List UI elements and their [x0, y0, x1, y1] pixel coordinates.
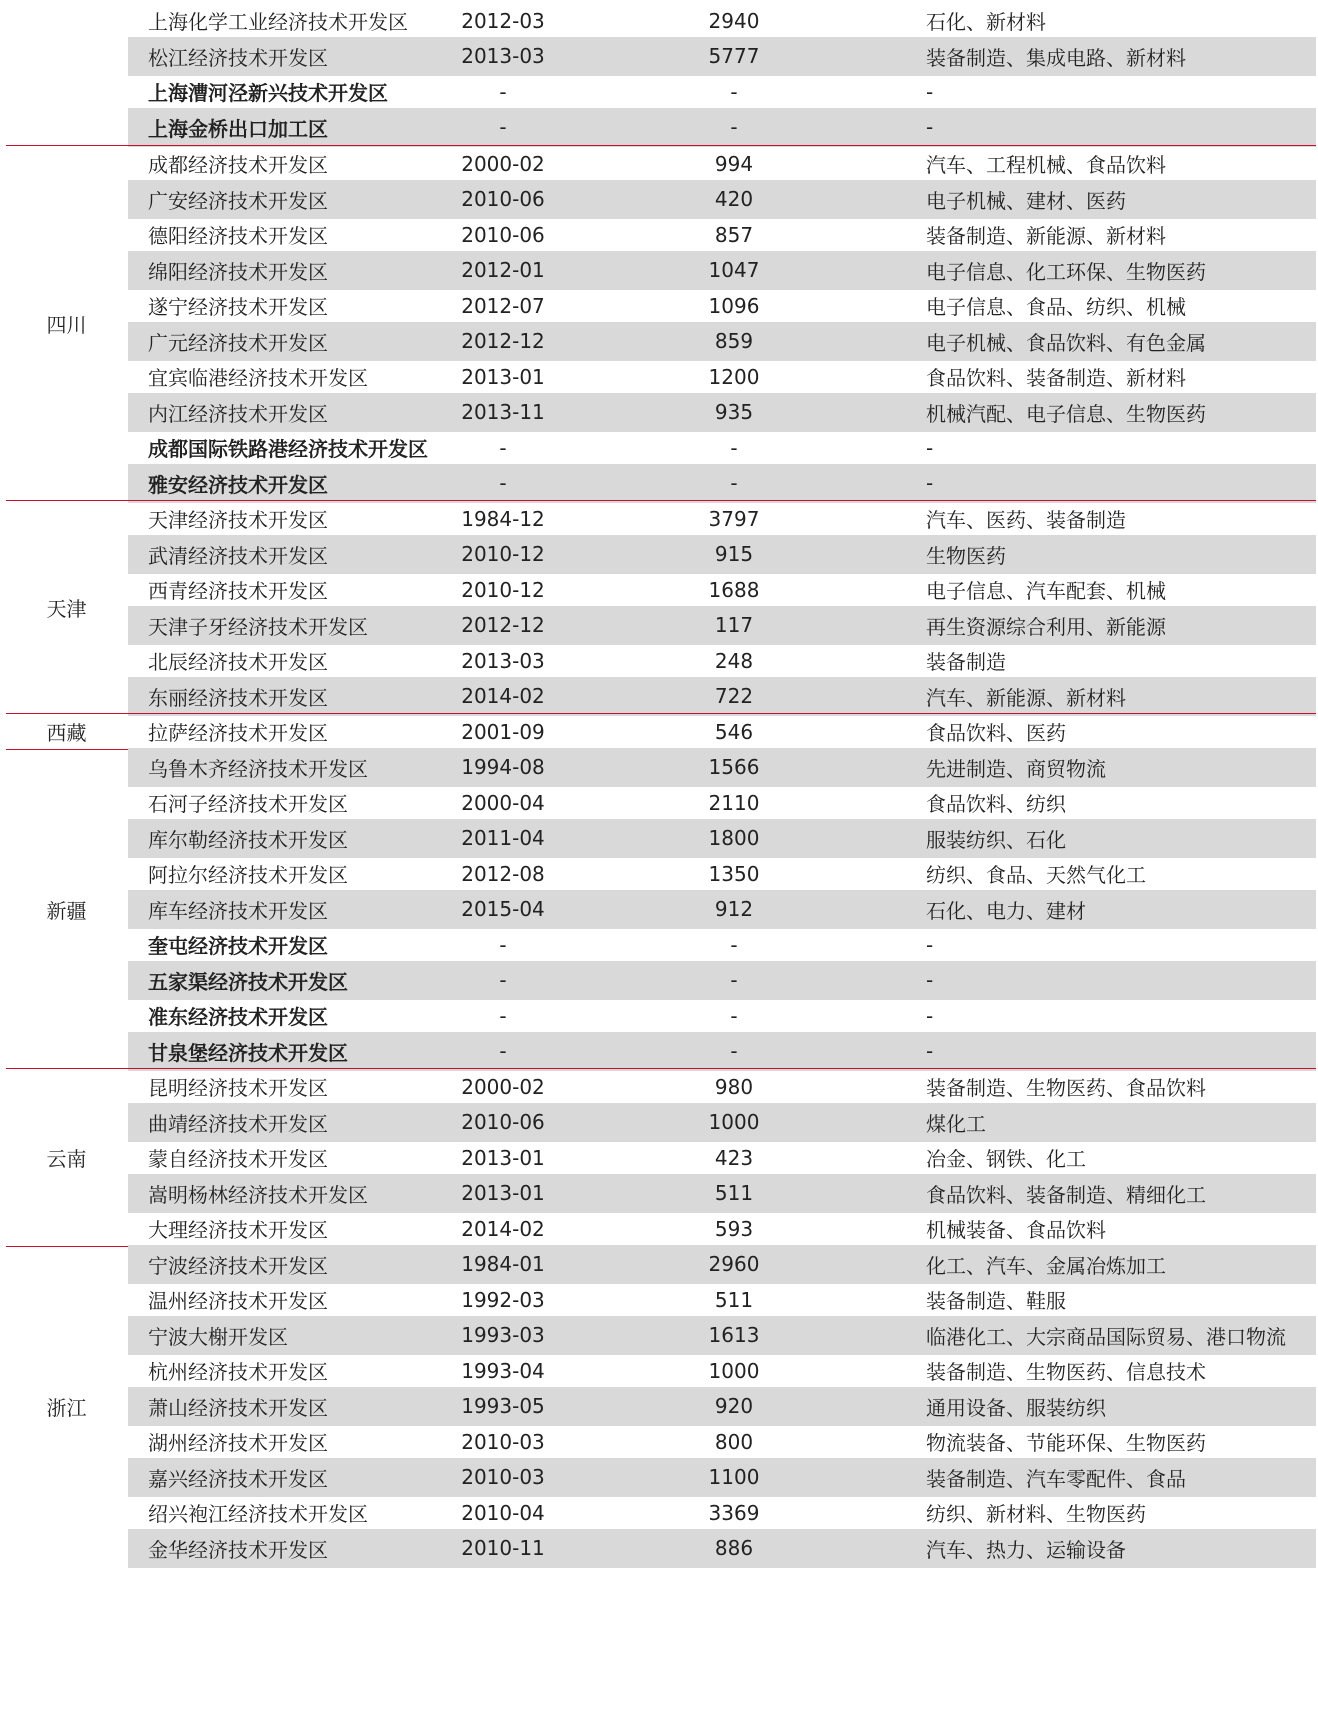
province-group [6, 713, 1316, 750]
zone-name-cell: 北辰经济技术开发区 [148, 650, 328, 674]
industry-cell: 装备制造、集成电路、新材料 [926, 45, 1186, 70]
table-row: 内江经济技术开发区 2013-11 935 机械汽配、电子信息、生物医药 [128, 393, 1316, 432]
industry-cell: 食品饮料、装备制造、精细化工 [926, 1182, 1206, 1207]
industry-cell: 食品饮料、装备制造、新材料 [926, 366, 1186, 390]
table-row: 库尔勒经济技术开发区 2011-04 1800 服装纺织、石化 [128, 819, 1316, 858]
table-row: 成都经济技术开发区 2000-02 994 汽车、工程机械、食品饮料 [128, 144, 1316, 183]
table-row: 五家渠经济技术开发区 - - - [128, 961, 1316, 1000]
industry-cell: 电子机械、建材、医药 [926, 188, 1126, 213]
zone-name-cell: 西青经济技术开发区 [148, 579, 328, 603]
industry-cell: 冶金、钢铁、化工 [926, 1147, 1086, 1171]
industry-cell: 汽车、新能源、新材料 [926, 685, 1126, 710]
zone-name-cell: 五家渠经济技术开发区 [148, 969, 348, 994]
province-group [6, 145, 1316, 501]
zone-name-cell: 库尔勒经济技术开发区 [148, 827, 348, 852]
table-row: 成都国际铁路港经济技术开发区 - - - [128, 428, 1316, 467]
table-row: 上海漕河泾新兴技术开发区 - - - [128, 72, 1316, 111]
industry-cell: - [926, 435, 934, 460]
industry-cell: - [926, 1003, 934, 1028]
zone-name-cell: 广元经济技术开发区 [148, 330, 328, 355]
table-row: 乌鲁木齐经济技术开发区 1994-08 1566 先进制造、商贸物流 [128, 748, 1316, 787]
industry-cell: - [926, 471, 934, 495]
table-row: 北辰经济技术开发区 2013-03 248 装备制造 [128, 641, 1316, 680]
province-group [6, 3, 1316, 145]
table-row: 遂宁经济技术开发区 2012-07 1096 电子信息、食品、纺织、机械 [128, 286, 1316, 325]
industry-cell: 装备制造、生物医药、食品饮料 [926, 1076, 1206, 1100]
zone-name-cell: 内江经济技术开发区 [148, 401, 328, 426]
industry-cell: 装备制造、鞋服 [926, 1289, 1066, 1313]
zone-name-cell: 拉萨经济技术开发区 [148, 721, 328, 745]
industry-cell: 电子信息、食品、纺织、机械 [926, 295, 1186, 319]
province-name: 天津 [46, 597, 87, 621]
table-row: 蒙自经济技术开发区 2013-01 423 冶金、钢铁、化工 [128, 1138, 1316, 1177]
table-row: 天津经济技术开发区 1984-12 3797 汽车、医药、装备制造 [128, 499, 1316, 538]
table-row: 广安经济技术开发区 2010-06 420 电子机械、建材、医药 [128, 180, 1316, 219]
industry-cell: 纺织、新材料、生物医药 [926, 1502, 1146, 1526]
table-row: 准东经济技术开发区 - - - [128, 996, 1316, 1035]
table-row: 雅安经济技术开发区 - - - [128, 464, 1316, 503]
province-group [6, 1246, 1316, 1567]
zone-name-cell: 湖州经济技术开发区 [148, 1431, 328, 1455]
zone-name-cell: 天津经济技术开发区 [148, 508, 328, 532]
zone-name-cell: 蒙自经济技术开发区 [148, 1147, 328, 1171]
table-row: 西青经济技术开发区 2010-12 1688 电子信息、汽车配套、机械 [128, 570, 1316, 609]
table-row: 绍兴袍江经济技术开发区 2010-04 3369 纺织、新材料、生物医药 [128, 1493, 1316, 1532]
zone-name-cell: 成都经济技术开发区 [148, 153, 328, 177]
industry-cell: 装备制造、汽车零配件、食品 [926, 1466, 1186, 1491]
industry-cell: 生物医药 [926, 543, 1006, 568]
industry-cell: 食品饮料、医药 [926, 721, 1066, 745]
industry-cell: 再生资源综合利用、新能源 [926, 614, 1166, 639]
table-row: 昆明经济技术开发区 2000-02 980 装备制造、生物医药、食品饮料 [128, 1067, 1316, 1106]
industry-cell: 机械装备、食品饮料 [926, 1218, 1106, 1242]
industry-cell: 临港化工、大宗商品国际贸易、港口物流 [926, 1324, 1286, 1349]
zone-name-cell: 松江经济技术开发区 [148, 45, 328, 70]
table-row: 广元经济技术开发区 2012-12 859 电子机械、食品饮料、有色金属 [128, 322, 1316, 361]
table-row: 德阳经济技术开发区 2010-06 857 装备制造、新能源、新材料 [128, 215, 1316, 254]
table-row: 宜宾临港经济技术开发区 2013-01 1200 食品饮料、装备制造、新材料 [128, 357, 1316, 396]
industry-cell: 电子信息、化工环保、生物医药 [926, 259, 1206, 284]
industry-cell: 通用设备、服装纺织 [926, 1395, 1106, 1420]
zone-name-cell: 萧山经济技术开发区 [148, 1395, 328, 1420]
zone-name-cell: 嘉兴经济技术开发区 [148, 1466, 328, 1491]
zone-name-cell: 杭州经济技术开发区 [148, 1360, 328, 1384]
table-row: 曲靖经济技术开发区 2010-06 1000 煤化工 [128, 1103, 1316, 1142]
industry-cell: 电子信息、汽车配套、机械 [926, 579, 1166, 603]
table-row: 萧山经济技术开发区 1993-05 920 通用设备、服装纺织 [128, 1387, 1316, 1426]
industry-cell: 石化、电力、建材 [926, 898, 1086, 923]
table-row: 阿拉尔经济技术开发区 2012-08 1350 纺织、食品、天然气化工 [128, 854, 1316, 893]
zone-name-cell: 阿拉尔经济技术开发区 [148, 863, 348, 887]
zone-name-cell: 广安经济技术开发区 [148, 188, 328, 213]
industry-cell: - [926, 115, 934, 139]
zone-name-cell: 温州经济技术开发区 [148, 1289, 328, 1313]
industry-cell: - [926, 968, 934, 992]
table-row: 武清经济技术开发区 2010-12 915 生物医药 [128, 535, 1316, 574]
table-row: 温州经济技术开发区 1992-03 511 装备制造、鞋服 [128, 1280, 1316, 1319]
table-row: 金华经济技术开发区 2010-11 886 汽车、热力、运输设备 [128, 1529, 1316, 1568]
industry-cell: 化工、汽车、金属冶炼加工 [926, 1253, 1166, 1278]
table-row: 库车经济技术开发区 2015-04 912 石化、电力、建材 [128, 890, 1316, 929]
industry-cell: - [926, 1039, 934, 1063]
zone-name-cell: 上海漕河泾新兴技术开发区 [148, 81, 388, 105]
zone-name-cell: 上海金桥出口加工区 [148, 116, 328, 141]
zone-name-cell: 曲靖经济技术开发区 [148, 1111, 328, 1136]
table-row: 上海化学工业经济技术开发区 2012-03 2940 石化、新材料 [128, 1, 1316, 40]
industry-cell: 电子机械、食品饮料、有色金属 [926, 330, 1206, 355]
industry-cell: - [926, 79, 934, 104]
table-row: 石河子经济技术开发区 2000-04 2110 食品饮料、纺织 [128, 783, 1316, 822]
table-row: 甘泉堡经济技术开发区 - - - [128, 1032, 1316, 1071]
zone-name-cell: 天津子牙经济技术开发区 [148, 614, 368, 639]
zone-name-cell: 乌鲁木齐经济技术开发区 [148, 756, 368, 781]
table-row: 大理经济技术开发区 2014-02 593 机械装备、食品饮料 [128, 1209, 1316, 1248]
province-name: 新疆 [46, 898, 87, 923]
table-row: 东丽经济技术开发区 2014-02 722 汽车、新能源、新材料 [128, 677, 1316, 716]
zone-name-cell: 奎屯经济技术开发区 [148, 934, 328, 958]
province-name: 西藏 [46, 721, 87, 746]
industry-cell: - [926, 932, 934, 957]
table-row: 湖州经济技术开发区 2010-03 800 物流装备、节能环保、生物医药 [128, 1422, 1316, 1461]
zone-name-cell: 嵩明杨林经济技术开发区 [148, 1182, 368, 1207]
industry-cell: 食品饮料、纺织 [926, 792, 1066, 816]
zone-name-cell: 大理经济技术开发区 [148, 1218, 328, 1242]
industry-cell: 装备制造、新能源、新材料 [926, 224, 1166, 248]
zone-name-cell: 绵阳经济技术开发区 [148, 259, 328, 284]
province-group [6, 500, 1316, 714]
zone-name-cell: 上海化学工业经济技术开发区 [148, 10, 408, 34]
table-row: 拉萨经济技术开发区 2001-09 546 食品饮料、医药 [128, 712, 1316, 751]
province-name: 浙江 [46, 1395, 87, 1420]
table-row: 天津子牙经济技术开发区 2012-12 117 再生资源综合利用、新能源 [128, 606, 1316, 645]
zone-name-cell: 东丽经济技术开发区 [148, 685, 328, 710]
zone-name-cell: 昆明经济技术开发区 [148, 1076, 328, 1100]
table-row: 嵩明杨林经济技术开发区 2013-01 511 食品饮料、装备制造、精细化工 [128, 1174, 1316, 1213]
zone-name-cell: 成都国际铁路港经济技术开发区 [148, 437, 428, 461]
zone-name-cell: 宜宾临港经济技术开发区 [148, 366, 368, 390]
table-row: 杭州经济技术开发区 1993-04 1000 装备制造、生物医药、信息技术 [128, 1351, 1316, 1390]
table-row: 上海金桥出口加工区 - - - [128, 108, 1316, 147]
industry-cell: 机械汽配、电子信息、生物医药 [926, 401, 1206, 426]
zone-name-cell: 德阳经济技术开发区 [148, 224, 328, 248]
province-group [6, 749, 1316, 1070]
zone-name-cell: 石河子经济技术开发区 [148, 792, 348, 816]
industry-cell: 石化、新材料 [926, 10, 1046, 34]
industry-cell: 煤化工 [926, 1111, 986, 1136]
zone-name-cell: 雅安经济技术开发区 [148, 472, 328, 497]
zone-name-cell: 遂宁经济技术开发区 [148, 295, 328, 319]
province-group [6, 1068, 1316, 1247]
table-row: 绵阳经济技术开发区 2012-01 1047 电子信息、化工环保、生物医药 [128, 251, 1316, 290]
industry-cell: 纺织、食品、天然气化工 [926, 863, 1146, 887]
table-row: 宁波大榭开发区 1993-03 1613 临港化工、大宗商品国际贸易、港口物流 [128, 1316, 1316, 1355]
zone-name-cell: 准东经济技术开发区 [148, 1005, 328, 1029]
table-row: 奎屯经济技术开发区 - - - [128, 925, 1316, 964]
industry-cell: 先进制造、商贸物流 [926, 756, 1106, 781]
table-row: 嘉兴经济技术开发区 2010-03 1100 装备制造、汽车零配件、食品 [128, 1458, 1316, 1497]
province-name: 云南 [46, 1147, 87, 1172]
industry-cell: 装备制造、生物医药、信息技术 [926, 1360, 1206, 1384]
zone-name-cell: 库车经济技术开发区 [148, 898, 328, 923]
zone-name-cell: 绍兴袍江经济技术开发区 [148, 1502, 368, 1526]
industry-cell: 汽车、工程机械、食品饮料 [926, 153, 1166, 177]
province-name: 四川 [46, 313, 87, 337]
zone-name-cell: 宁波大榭开发区 [148, 1324, 288, 1349]
industry-cell: 装备制造 [926, 650, 1006, 674]
industry-cell: 服装纺织、石化 [926, 827, 1066, 852]
table-row: 宁波经济技术开发区 1984-01 2960 化工、汽车、金属冶炼加工 [128, 1245, 1316, 1284]
industry-cell: 物流装备、节能环保、生物医药 [926, 1431, 1206, 1455]
zone-name-cell: 甘泉堡经济技术开发区 [148, 1040, 348, 1065]
zone-name-cell: 金华经济技术开发区 [148, 1537, 328, 1562]
industry-cell: 汽车、医药、装备制造 [926, 508, 1126, 532]
zone-name-cell: 宁波经济技术开发区 [148, 1253, 328, 1278]
table-row: 松江经济技术开发区 2013-03 5777 装备制造、集成电路、新材料 [128, 37, 1316, 76]
industry-cell: 汽车、热力、运输设备 [926, 1537, 1126, 1562]
zone-name-cell: 武清经济技术开发区 [148, 543, 328, 568]
